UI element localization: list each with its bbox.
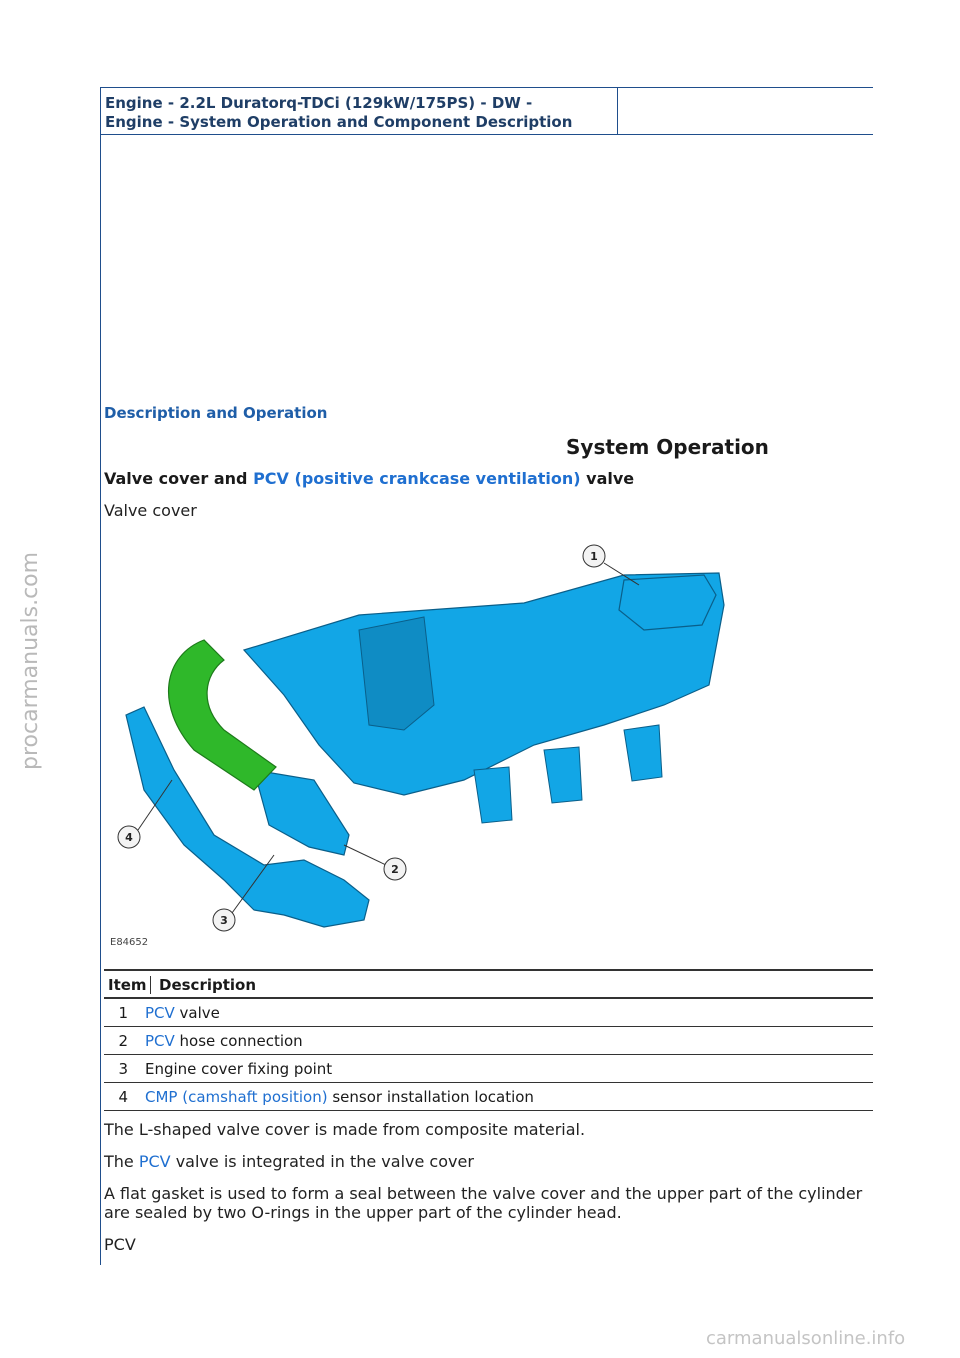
table-cell-item: 3 — [118, 1060, 128, 1078]
figure-label: E84652 — [110, 937, 149, 948]
subheading — [104, 469, 634, 488]
table-row — [104, 1055, 873, 1083]
header-title-cell — [100, 88, 618, 134]
left-margin-rule — [100, 133, 101, 1265]
pcv-subsection-link[interactable]: PCV — [104, 1235, 136, 1254]
paragraph-2-suffix: valve is integrated in the valve cover — [170, 1152, 474, 1171]
section-title: Description and Operation — [104, 404, 328, 422]
table-cell-description — [145, 1032, 303, 1050]
table-cell-description — [145, 1088, 534, 1106]
cover-foot-1 — [474, 767, 512, 823]
cover-foot-2 — [544, 747, 582, 803]
table-cell-text: sensor installation location — [327, 1088, 534, 1106]
paragraph-1: The L-shaped valve cover is made from composite material. — [104, 1120, 586, 1139]
pcv-connection-stub — [254, 770, 349, 855]
table-header-description: Description — [159, 976, 257, 994]
cmp-link[interactable]: CMP (camshaft position) — [145, 1088, 328, 1106]
valve-cover-recess — [359, 617, 434, 730]
table-cell-text: valve — [174, 1004, 220, 1022]
callout-2-label: 2 — [391, 863, 399, 876]
pcv-link[interactable]: PCV — [145, 1032, 175, 1050]
header-title-line2: Engine - System Operation and Component Description — [105, 113, 573, 131]
paragraph-3-line1: A flat gasket is used to form a seal between the valve cover and the upper part of the cylinder — [104, 1184, 863, 1203]
pcv-link[interactable]: PCV (positive crankcase ventilation) — [253, 469, 581, 488]
subheading-prefix: Valve cover and — [104, 469, 254, 488]
bottom-watermark: carmanualsonline.info — [706, 1328, 906, 1349]
callout-3-label: 3 — [220, 914, 228, 927]
table-cell-item: 4 — [118, 1088, 128, 1106]
table-cell-item: 1 — [118, 1004, 128, 1022]
document-header — [100, 87, 873, 135]
side-watermark: procarmanuals.com — [18, 551, 43, 770]
table-header-row — [104, 969, 873, 999]
table-cell-text: hose connection — [174, 1032, 303, 1050]
table-row — [104, 999, 873, 1027]
intro-text: Valve cover — [104, 501, 197, 520]
paragraph-2-prefix: The — [104, 1152, 139, 1171]
paragraph-2 — [104, 1152, 474, 1171]
table-cell-description — [145, 1004, 220, 1022]
valve-cover-illustration — [104, 535, 744, 955]
paragraph-3-line2: are sealed by two O-rings in the upper part of the cylinder head. — [104, 1203, 622, 1222]
callout-4-label: 4 — [125, 831, 133, 844]
page-heading: System Operation — [566, 435, 769, 459]
callout-1-label: 1 — [590, 550, 598, 563]
cover-foot-3 — [624, 725, 662, 781]
callout-2 — [344, 845, 406, 880]
pcv-link[interactable]: PCV — [145, 1004, 175, 1022]
table-cell-description: Engine cover fixing point — [145, 1060, 333, 1078]
table-row — [104, 1083, 873, 1111]
table-header-item: Item — [108, 976, 151, 994]
table-row — [104, 1027, 873, 1055]
table-cell-item: 2 — [118, 1032, 128, 1050]
subheading-suffix: valve — [580, 469, 635, 488]
header-title-line1: Engine - 2.2L Duratorq-TDCi (129kW/175PS) - DW - — [105, 94, 533, 112]
pcv-link[interactable]: PCV — [138, 1152, 171, 1171]
component-table — [104, 969, 873, 1111]
pcv-valve — [619, 575, 716, 630]
